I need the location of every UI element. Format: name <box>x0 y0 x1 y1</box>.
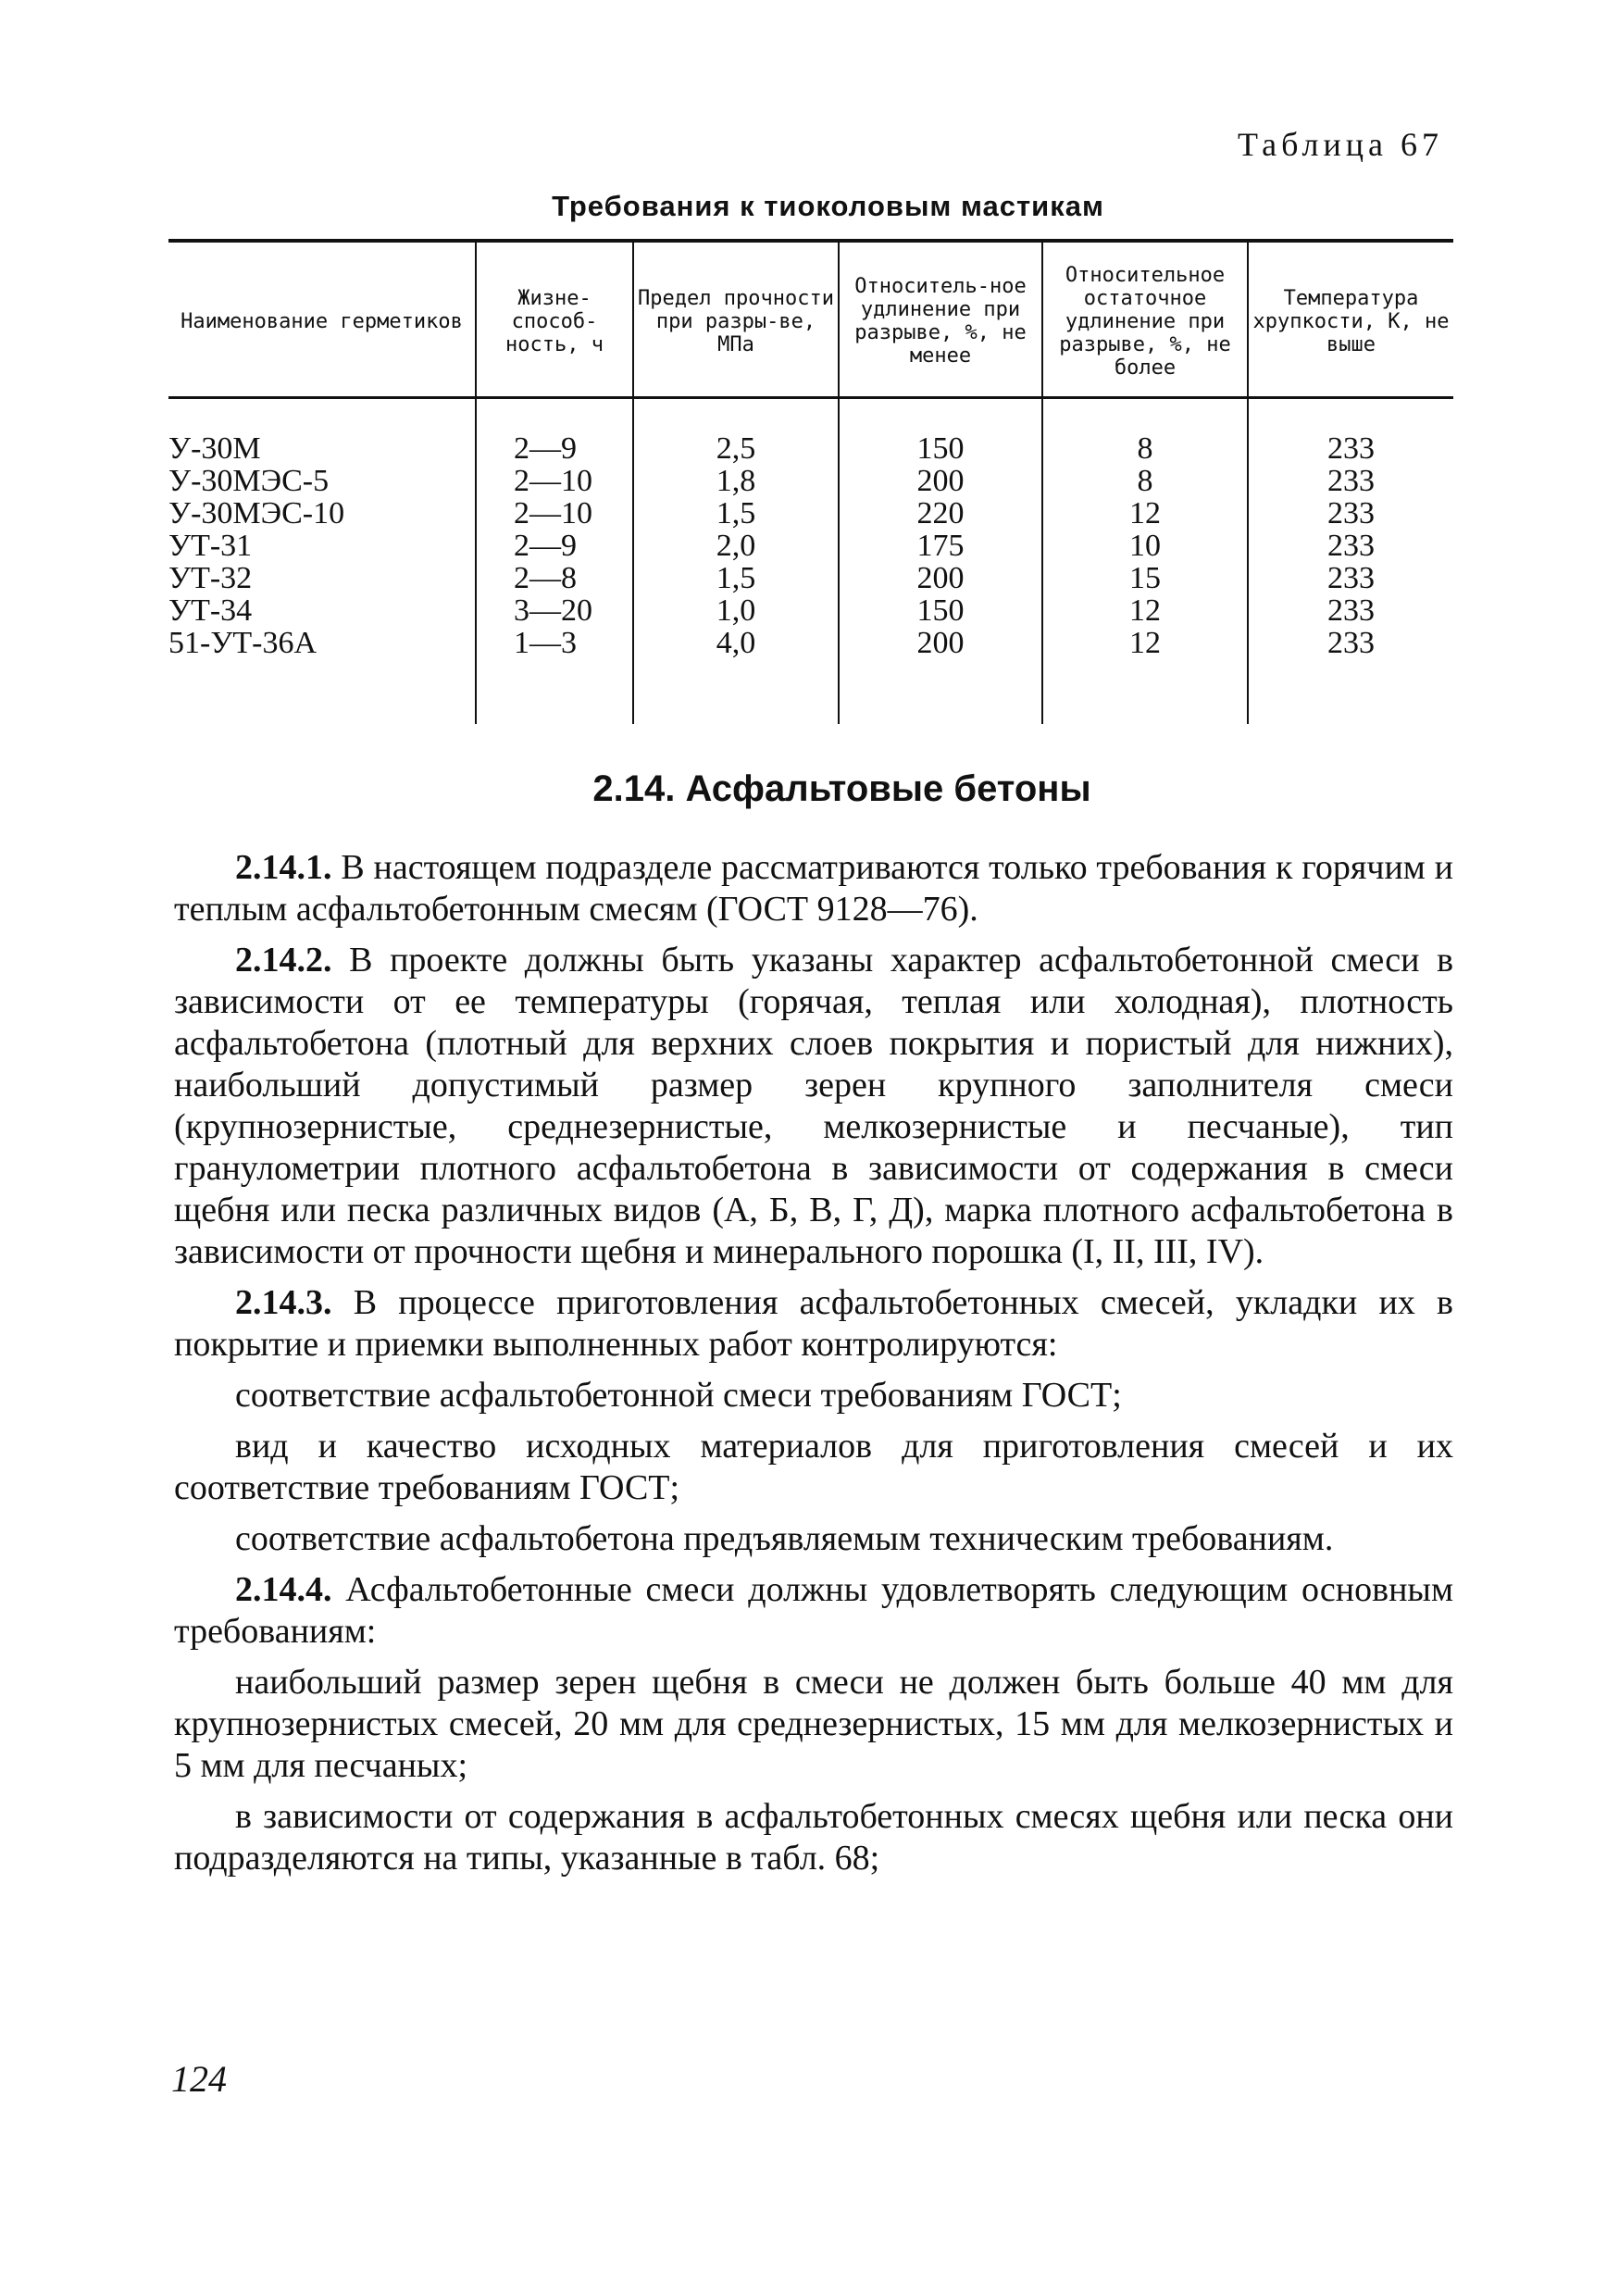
cell-elongation: 200 <box>916 626 965 660</box>
table-number-label: Таблица 67 <box>1238 126 1443 163</box>
list-paragraph <box>174 1662 1453 1787</box>
cell-residual: 8 <box>1137 431 1153 466</box>
cell-pot-life: 2—8 <box>514 561 577 595</box>
paragraph-text: В процессе приготовления асфальтобетонных смесей, укладки их в покрытие и приемки выполненных работ контролируются: <box>174 1283 1453 1364</box>
cell-name: УТ-31 <box>168 529 253 563</box>
paragraph <box>174 1282 1453 1366</box>
header-sealant-name: Наименование герметиков <box>181 309 463 333</box>
paragraph-text: Асфальтобетонные смеси должны удовлетворять следующим основным требованиям: <box>174 1570 1453 1651</box>
cell-temperature: 233 <box>1327 529 1375 563</box>
cell-strength: 1,5 <box>716 496 756 530</box>
cell-pot-life: 2—9 <box>514 431 577 466</box>
cell-temperature: 233 <box>1327 431 1375 466</box>
cell-residual: 10 <box>1129 529 1161 563</box>
cell-pot-life: 3—20 <box>514 593 592 628</box>
header-pot-life: Жизне-способ-ность, ч <box>476 239 633 400</box>
cell-name: УТ-34 <box>168 593 253 628</box>
page-number: 124 <box>171 2058 227 2100</box>
spacer-cell <box>1042 659 1248 724</box>
paragraph-text: В настоящем подразделе рассматриваются только требования к горячим и теплым асфальтобетонным смесям (ГОСТ 9128—76). <box>174 848 1453 929</box>
table-bottom-spacer <box>168 659 1453 724</box>
cell-pot-life: 1—3 <box>514 626 577 660</box>
header-brittleness-temperature: Температура хрупкости, К, не выше <box>1248 239 1453 400</box>
cell-residual: 8 <box>1137 464 1153 498</box>
spacer-cell <box>476 659 633 724</box>
list-paragraph <box>174 1796 1453 1879</box>
column-brittleness-temperature <box>1248 400 1453 659</box>
cell-name: УТ-32 <box>168 561 253 595</box>
column-elongation <box>839 400 1042 659</box>
table-title: Требования к тиоколовым мастикам <box>552 190 1104 222</box>
spacer-cell <box>1248 659 1453 724</box>
list-paragraph <box>174 1426 1453 1509</box>
spacer-cell <box>168 659 476 724</box>
paragraph-number: 2.14.1. <box>235 848 332 887</box>
paragraph-text: наибольший размер зерен щебня в смеси не должен быть больше 40 мм для крупнозернистых смесей, 20 мм для среднезернистых, 15 мм для мелкозернистых и 5 мм для песчаных; <box>174 1663 1453 1785</box>
cell-elongation: 200 <box>916 464 965 498</box>
cell-name: У-30МЭС-10 <box>168 496 345 530</box>
paragraph-number: 2.14.4. <box>235 1570 332 1609</box>
section-heading: 2.14. Асфальтовые бетоны <box>592 768 1091 809</box>
cell-strength: 1,0 <box>716 593 756 628</box>
cell-pot-life: 2—9 <box>514 529 577 563</box>
cell-pot-life: 2—10 <box>514 496 592 530</box>
column-residual-elongation <box>1042 400 1248 659</box>
paragraph <box>174 940 1453 1273</box>
cell-elongation: 220 <box>916 496 965 530</box>
cell-strength: 2,0 <box>716 529 756 563</box>
cell-residual: 12 <box>1129 593 1161 628</box>
cell-name: У-30М <box>168 431 261 466</box>
paragraph-text: в зависимости от содержания в асфальтобетонных смесях щебня или песка они подразделяются на типы, указанные в табл. 68; <box>174 1797 1453 1878</box>
cell-strength: 2,5 <box>716 431 756 466</box>
section-body <box>174 847 1453 1889</box>
paragraph <box>174 1569 1453 1653</box>
list-paragraph <box>174 1375 1453 1416</box>
cell-temperature: 233 <box>1327 561 1375 595</box>
column-pot-life <box>476 400 633 659</box>
paragraph-text: соответствие асфальтобетонной смеси требованиям ГОСТ; <box>235 1376 1122 1415</box>
cell-temperature: 233 <box>1327 626 1375 660</box>
cell-elongation: 175 <box>916 529 965 563</box>
cell-residual: 15 <box>1129 561 1161 595</box>
paragraph-text: вид и качество исходных материалов для приготовления смесей и их соответствие требованиям ГОСТ; <box>174 1427 1453 1507</box>
cell-elongation: 150 <box>916 431 965 466</box>
spacer-cell <box>839 659 1042 724</box>
table-header-row <box>168 239 1453 400</box>
header-residual-elongation: Относительное остаточное удлинение при разрыве, %, не более <box>1042 239 1248 400</box>
cell-residual: 12 <box>1129 496 1161 530</box>
cell-elongation: 150 <box>916 593 965 628</box>
header-tensile-strength: Предел прочности при разры-ве, МПа <box>633 239 839 400</box>
spacer-cell <box>633 659 839 724</box>
cell-temperature: 233 <box>1327 496 1375 530</box>
cell-name: У-30МЭС-5 <box>168 464 330 498</box>
cell-strength: 1,5 <box>716 561 756 595</box>
paragraph-text: В проекте должны быть указаны характер асфальтобетонной смеси в зависимости от ее температуры (горячая, теплая или холодная), плотность асфальтобетона (плотный для верхних слоев покрытия и пористый для нижних), наибольший допустимый размер зерен крупного заполнителя смеси (крупнозернистые, среднезернистые, мелкозернистые и песчаные), тип гранулометрии плотного асфальтобетона в зависимости от содержания в смеси щебня или песка различных видов (А, Б, В, Г, Д), марка плотного асфальтобетона в зависимости от прочности щебня и минерального порошка (I, II, III, IV). <box>174 941 1454 1271</box>
cell-temperature: 233 <box>1327 593 1375 628</box>
cell-elongation: 200 <box>916 561 965 595</box>
paragraph-number: 2.14.3. <box>235 1283 332 1322</box>
sealants-table <box>168 239 1453 724</box>
paragraph-text: соответствие асфальтобетона предъявляемым техническим требованиям. <box>235 1519 1334 1558</box>
cell-temperature: 233 <box>1327 464 1375 498</box>
cell-strength: 1,8 <box>716 464 756 498</box>
cell-strength: 4,0 <box>716 626 756 660</box>
column-tensile-strength <box>633 400 839 659</box>
column-sealant-names <box>168 400 476 659</box>
list-paragraph <box>174 1518 1453 1560</box>
cell-residual: 12 <box>1129 626 1161 660</box>
paragraph <box>174 847 1453 930</box>
paragraph-number: 2.14.2. <box>235 941 332 980</box>
cell-pot-life: 2—10 <box>514 464 592 498</box>
cell-name: 51-УТ-36А <box>168 626 318 660</box>
header-elongation: Относитель-ное удлинение при разрыве, %, не менее <box>839 239 1042 400</box>
table-body-row <box>168 400 1453 659</box>
